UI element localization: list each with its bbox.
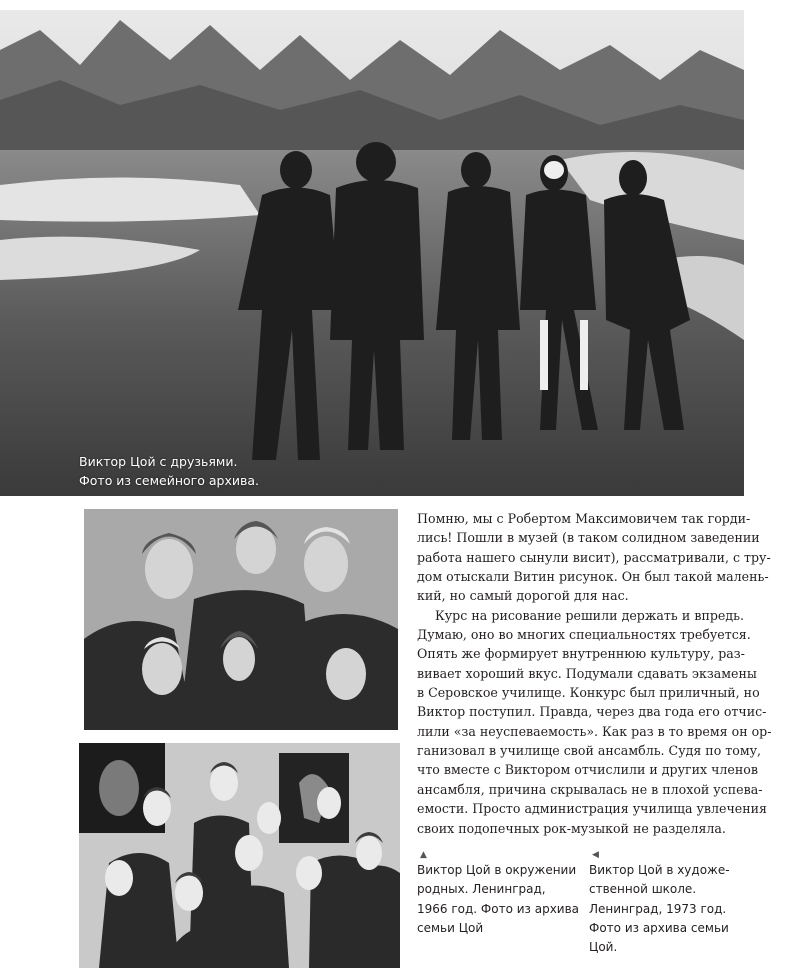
caption-line: Фото из архива семьи	[589, 920, 729, 935]
arrow-up-icon: ▲	[420, 850, 427, 860]
text-line: Думаю, оно во многих специальностях требуется.	[417, 627, 751, 643]
text-line: вивает хороший вкус. Подумали сдавать экзамены	[417, 665, 757, 681]
school-photo-caption	[589, 847, 749, 957]
caption-line: Цой.	[589, 940, 618, 955]
caption-line: родных. Ленинград,	[417, 882, 546, 897]
top-caption-line: Виктор Цой с друзьями.	[79, 454, 238, 469]
text-line: лись! Пошли в музей (в таком солидном заведении	[417, 530, 760, 546]
text-line: дом отыскали Витин рисунок. Он был такой малень-	[417, 569, 769, 585]
caption-line: 1966 год. Фото из архива	[417, 901, 580, 916]
caption-line: Виктор Цой в художе-	[589, 863, 730, 877]
text-line: Виктор поступил. Правда, через два года его отчис-	[417, 704, 767, 720]
photo-family	[84, 509, 398, 730]
text-line: ансамбля, причина скрывалась не в плохой успева-	[417, 781, 763, 797]
text-line: в Серовское училище. Конкурс был приличный, но	[417, 685, 760, 701]
text-line: Помню, мы с Робертом Максимовичем так горди-	[417, 511, 751, 526]
text-line: ганизовал в училище свой ансамбль. Судя по тому,	[417, 743, 762, 759]
caption-line: Виктор Цой в окружении	[417, 863, 577, 877]
text-line: емости. Просто администрация училища увлечения	[417, 801, 767, 817]
text-line: своих подопечных рок-музыкой не разделяла.	[417, 820, 726, 836]
text-line: Опять же формирует внутреннюю культуру, раз-	[417, 646, 745, 662]
text-line: лили «за неуспеваемость». Как раз в то время он ор-	[417, 723, 772, 739]
text-line: что вместе с Виктором отчислили и других членов	[417, 762, 758, 778]
caption-line: Ленинград, 1973 год.	[589, 901, 727, 916]
top-photo-caption	[79, 452, 259, 490]
text-line: Курс на рисование решили держать и впредь.	[435, 607, 744, 623]
caption-line: ственной школе.	[589, 882, 697, 897]
caption-line: семьи Цой	[417, 920, 484, 935]
photo-friends	[0, 10, 744, 496]
photo-school	[79, 743, 400, 968]
arrow-left-icon: ◀	[592, 850, 599, 860]
top-caption-line: Фото из семейного архива.	[79, 473, 259, 488]
text-line: кий, но самый дорогой для нас.	[417, 588, 629, 604]
family-photo-caption	[417, 847, 582, 938]
body-text	[417, 509, 772, 838]
text-line: работа нашего сынули висит), рассматривали, с тру-	[417, 549, 771, 565]
